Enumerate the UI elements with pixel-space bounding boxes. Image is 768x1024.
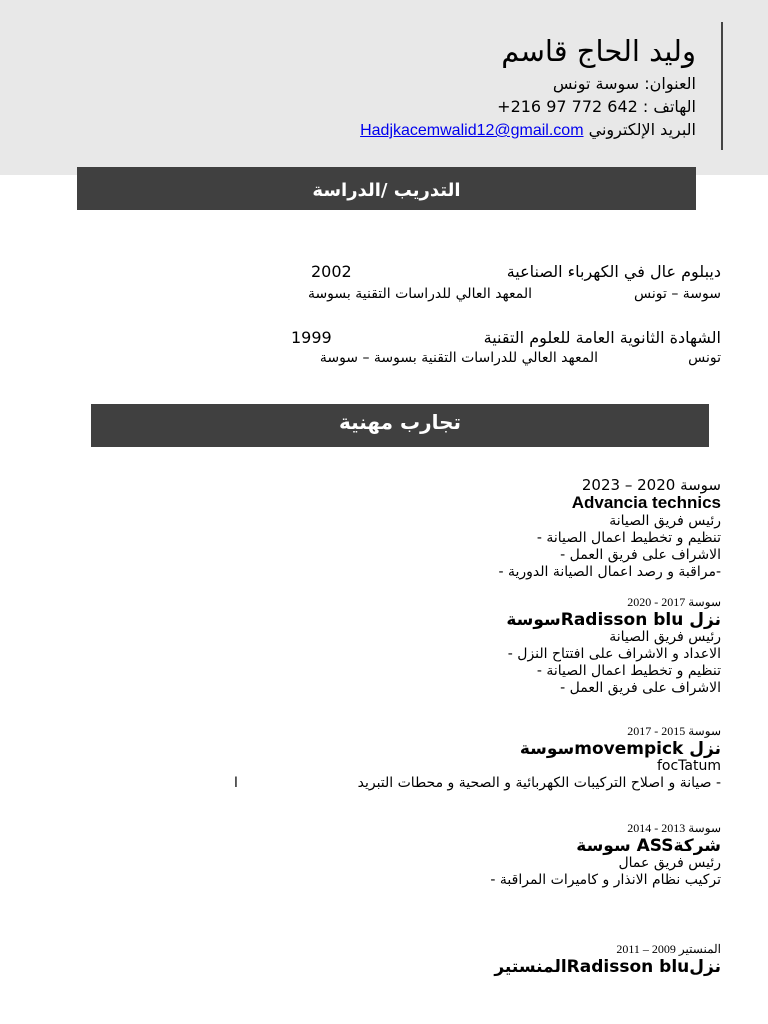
edu-place-1: سوسة – تونس xyxy=(634,286,721,302)
header-vertical-rule xyxy=(721,22,723,150)
job-4-date: سوسة 2013 - 2014 xyxy=(627,821,721,835)
job-3-line-2: - صيانة و اصلاح التركيبات الكهربائية و الصحية و محطات التبريد xyxy=(357,775,721,791)
phone-line xyxy=(497,97,696,116)
job-2-line-1: رئيس فريق الصيانة xyxy=(609,629,721,645)
job-1-line-3: الاشراف على فريق العمل - xyxy=(560,547,721,563)
job-1-date: سوسة 2020 – 2023 xyxy=(581,476,721,494)
job-1-line-2: تنظيم و تخطيط اعمال الصيانة - xyxy=(536,530,721,546)
job-1-line-4: -مراقبة و رصد اعمال الصيانة الدورية - xyxy=(498,564,721,580)
job-1-company: Advancia technics xyxy=(571,493,721,512)
job-3-company: نزل movempickسوسة xyxy=(519,739,721,759)
edu-place-2: تونس xyxy=(688,350,721,366)
job-2-line-3: تنظيم و تخطيط اعمال الصيانة - xyxy=(536,663,721,679)
job-2-line-4: الاشراف على فريق العمل - xyxy=(560,680,721,696)
email-label: البريد الإلكتروني xyxy=(588,120,696,139)
job-4-company: شركةASS سوسة xyxy=(576,836,721,856)
email-link[interactable]: Hadjkacemwalid12@gmail.com xyxy=(360,122,584,139)
email-line xyxy=(360,120,696,140)
edu-institution-1: المعهد العالي للدراسات التقنية بسوسة xyxy=(307,286,532,302)
job-5-date: المنستير 2009 – 2011 xyxy=(616,942,721,956)
phone-text: +الهاتف : 642 772 97 216 xyxy=(497,97,696,116)
job-1-line-1: رئيس فريق الصيانة xyxy=(609,513,721,529)
candidate-name: وليد الحاج قاسم xyxy=(501,34,696,68)
experience-section-bar xyxy=(91,404,709,447)
edu-degree-2: الشهادة الثانوية العامة للعلوم التقنية xyxy=(483,328,721,347)
job-3-line-1: focTatum xyxy=(656,758,721,774)
address-line: العنوان: سوسة تونس xyxy=(552,74,696,93)
job-4-line-1: رئيس فريق عمال xyxy=(618,855,721,871)
job-2-line-2: الاعداد و الاشراف على افتتاح النزل - xyxy=(507,646,721,662)
experience-section-title: تجارب مهنية xyxy=(338,410,462,434)
education-section-bar xyxy=(77,167,696,210)
edu-year-2: 1999 xyxy=(291,328,332,347)
job-2-date: سوسة 2017 - 2020 xyxy=(627,595,721,609)
edu-institution-2: المعهد العالي للدراسات التقنية بسوسة – سوسة xyxy=(319,350,598,366)
edu-degree-1: ديبلوم عال في الكهرباء الصناعية xyxy=(506,262,721,281)
job-3-stray-char: ا xyxy=(234,775,238,791)
job-2-company: نزل Radisson bluسوسة xyxy=(506,610,721,630)
edu-year-1: 2002 xyxy=(311,262,352,281)
job-5-company: نزلRadisson bluالمنستير xyxy=(494,957,721,977)
job-4-line-2: تركيب نظام الانذار و كاميرات المراقبة - xyxy=(490,872,721,888)
job-3-date: سوسة 2015 - 2017 xyxy=(627,724,721,738)
education-section-title: التدريب /الدراسة xyxy=(312,180,461,201)
